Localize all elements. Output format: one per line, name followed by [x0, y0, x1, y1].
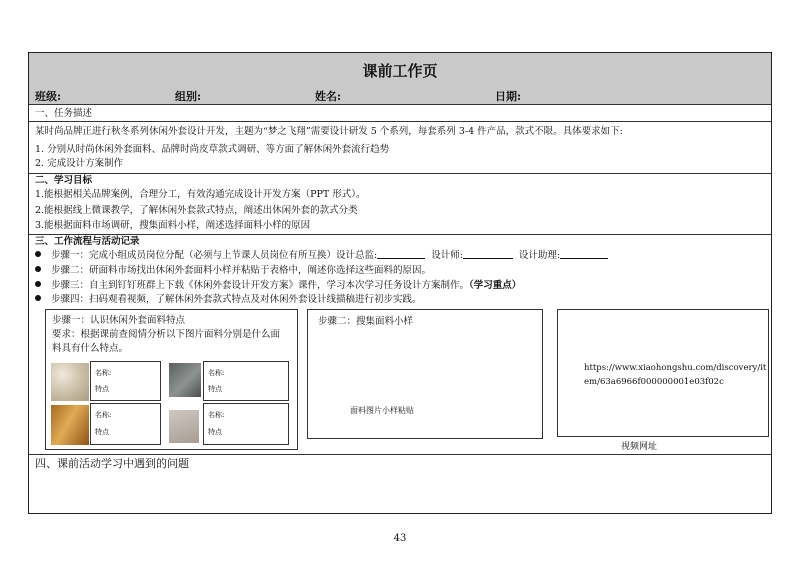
wool-fabric-image: [169, 410, 199, 443]
designer-blank: [463, 249, 513, 259]
section1-item-1: 1. 分别从时尚休闲外套面料、品牌时尚皮草款式调研、等方面了解休闲外套流行趋势: [35, 144, 390, 155]
fabric-card-3: [90, 403, 161, 445]
section1-item-2: 2. 完成设计方案制作: [35, 158, 124, 169]
fabric-panel-req-2: 料具有什么特点。: [52, 343, 129, 354]
step3-key: （学习重点）: [469, 280, 522, 291]
assistant-blank: [560, 249, 608, 259]
video-url-line-1[interactable]: https://www.xiaohongshu.com/discovery/it: [584, 363, 767, 373]
section2-item-1: 1.能根据相关品牌案例，合理分工，有效沟通完成设计开发方案（PPT 形式）。: [35, 189, 366, 200]
worksheet: [28, 52, 772, 514]
card-name-label: 名称:: [208, 411, 225, 419]
section2-item-3: 3.能根据面料市场调研，搜集面料小样，阐述选择面料小样的原因: [35, 220, 311, 231]
card-feature-label: 特点: [208, 428, 222, 436]
director-blank: [377, 249, 425, 259]
fur-fabric-image: [51, 363, 89, 401]
card-feature-label: 特点: [208, 385, 222, 393]
sample-panel: [307, 309, 543, 439]
name-label: 姓名:: [315, 90, 342, 103]
page-number: 43: [393, 533, 407, 544]
sample-paste-note: 面料图片小样粘贴: [350, 406, 414, 415]
fabric-panel-req-1: 要求：根据课前查阅情分析以下图片面料分别是什么面: [52, 329, 281, 340]
video-panel: [557, 309, 769, 437]
section4-heading: 四、课前活动学习中遇到的问题: [35, 457, 189, 470]
card-feature-label: 特点: [95, 428, 109, 436]
step3-text: 步骤三：自主到钉钉班群上下载《休闲外套设计开发方案》课件，学习本次学习任务设计方案制作。: [51, 280, 470, 291]
page-title: 课前工作页: [29, 53, 771, 87]
section3-heading: 三、工作流程与活动记录: [35, 236, 140, 247]
card-name-label: 名称:: [95, 411, 112, 419]
fabric-panel-title: 步骤一：认识休闲外套面料特点: [52, 315, 186, 326]
section2-item-2: 2.能根据线上微课教学，了解休闲外套款式特点，阐述出休闲外套的款式分类: [35, 205, 358, 216]
step2-text: 步骤二：研面料市场找出休闲外套面料小样并粘贴于表格中，阐述你选择这些面料的原因。: [51, 265, 432, 276]
bullet-icon: [35, 251, 41, 257]
card-feature-label: 特点: [95, 385, 109, 393]
step2-line: [35, 264, 431, 277]
step1-text: 步骤一：完成小组成员岗位分配（必须与上节课人员岗位有所互换）设计总监:: [51, 250, 378, 261]
bullet-icon: [35, 266, 41, 272]
card-name-label: 名称:: [95, 369, 112, 377]
bullet-icon: [35, 281, 41, 287]
bullet-icon: [35, 295, 41, 301]
section2-heading: 二、学习目标: [35, 175, 93, 186]
step4-text: 步骤四：扫码观看视频，了解休闲外套款式特点及对休闲外套设计线描稿进行初步实践。: [51, 294, 422, 305]
video-url-line-2[interactable]: em/63a6966f000000001e03f02c: [584, 377, 724, 387]
fabric-panel: [45, 309, 298, 450]
fabric-card-1: [90, 361, 161, 401]
step1-line: [35, 249, 608, 262]
section1-intro: 某时尚品牌正进行秋冬系列休闲外套设计开发，主题为“梦之飞翔”需要设计研发 5 个系列，每套系列 3-4 件产品，款式不限。具体要求如下:: [35, 126, 623, 137]
section1-heading: 一、任务描述: [35, 108, 93, 119]
velvet-fabric-image: [51, 405, 89, 445]
designer-label: 设计师:: [431, 250, 463, 261]
info-row: [29, 87, 771, 104]
assistant-label: 设计助理:: [518, 250, 561, 261]
class-label: 班级:: [35, 90, 62, 103]
group-label: 组别:: [175, 90, 202, 103]
step4-line: [35, 293, 422, 306]
card-name-label: 名称:: [208, 369, 225, 377]
fabric-card-2: [203, 361, 289, 401]
leather-fabric-image: [169, 363, 201, 397]
date-label: 日期:: [495, 90, 522, 103]
video-caption: 视频网址: [621, 442, 658, 452]
step3-line: [35, 279, 521, 292]
fabric-card-4: [203, 403, 289, 445]
sample-panel-title: 步骤二：搜集面料小样: [318, 316, 414, 327]
